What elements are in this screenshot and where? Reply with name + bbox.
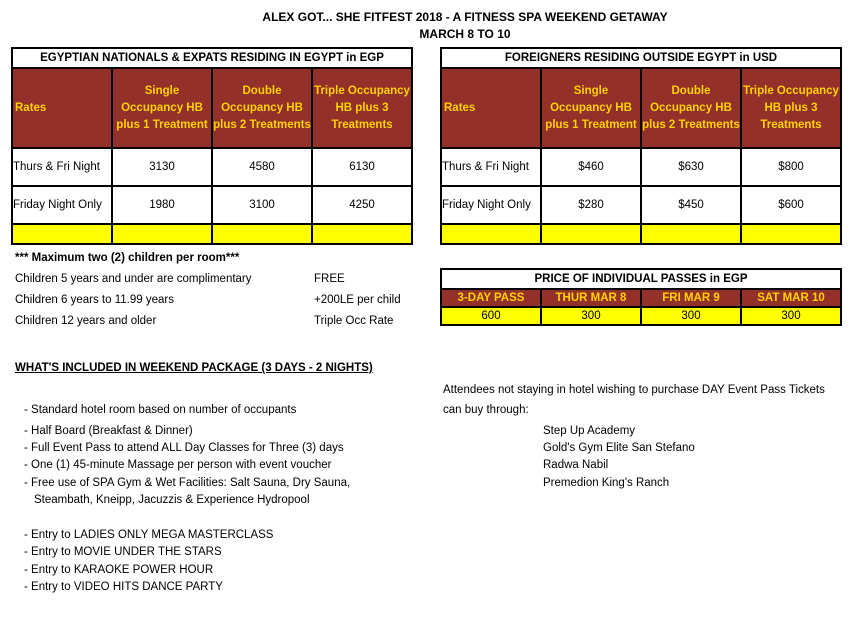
vendor-item: Radwa Nabil [543, 459, 609, 471]
entry-item: - Entry to MOVIE UNDER THE STARS [24, 546, 222, 558]
rate-cell: 3130 [112, 148, 212, 186]
rate-cell: 6130 [312, 148, 412, 186]
rate-cell: $280 [541, 186, 641, 224]
egp-col-triple: Triple Occupancy HB plus 3 Treatments [312, 68, 412, 148]
empty-cell [112, 224, 212, 244]
table-row [441, 148, 841, 186]
table-row [441, 186, 841, 224]
pass-price: 300 [741, 307, 841, 325]
vendor-item: Gold's Gym Elite San Stefano [543, 442, 695, 454]
included-item: - One (1) 45-minute Massage per person with event voucher [24, 459, 332, 471]
included-heading: WHAT'S INCLUDED IN WEEKEND PACKAGE (3 DAYS - 2 NIGHTS) [15, 362, 373, 374]
egp-rates-table [11, 47, 413, 245]
entry-item: - Entry to KARAOKE POWER HOUR [24, 564, 214, 576]
usd-col-single: Single Occupancy HB plus 1 Treatment [541, 68, 641, 148]
rate-cell: $800 [741, 148, 841, 186]
row-label: Friday Night Only [441, 186, 541, 224]
rate-cell: 3100 [212, 186, 312, 224]
included-item: Steambath, Kneipp, Jacuzzis & Experience Hydropool [34, 494, 310, 506]
highlight-row [441, 224, 841, 244]
passes-table [440, 268, 842, 326]
egp-table-heading: EGYPTIAN NATIONALS & EXPATS RESIDING IN EGYPT in EGP [12, 48, 412, 68]
empty-cell [312, 224, 412, 244]
children-label: Children 12 years and older [15, 315, 157, 327]
entry-item: - Entry to LADIES ONLY MEGA MASTERCLASS [24, 529, 274, 541]
included-item: - Full Event Pass to attend ALL Day Classes for Three (3) days [24, 442, 344, 454]
empty-cell [12, 224, 112, 244]
usd-table-heading: FOREIGNERS RESIDING OUTSIDE EGYPT in USD [441, 48, 841, 68]
rate-cell: 4580 [212, 148, 312, 186]
rate-cell: $450 [641, 186, 741, 224]
included-item: - Free use of SPA Gym & Wet Facilities: Salt Sauna, Dry Sauna, [24, 477, 351, 489]
pass-header: 3-DAY PASS [441, 289, 541, 307]
pass-price: 300 [541, 307, 641, 325]
attendees-text: can buy through: [443, 404, 529, 416]
highlight-row [12, 224, 412, 244]
row-label: Friday Night Only [12, 186, 112, 224]
usd-col-triple: Triple Occupancy HB plus 3 Treatments [741, 68, 841, 148]
children-value: Triple Occ Rate [314, 315, 394, 327]
empty-cell [441, 224, 541, 244]
row-label: Thurs & Fri Night [441, 148, 541, 186]
rate-cell: 4250 [312, 186, 412, 224]
rate-cell: $600 [741, 186, 841, 224]
children-value: FREE [314, 273, 345, 285]
children-note: *** Maximum two (2) children per room*** [15, 252, 240, 264]
empty-cell [212, 224, 312, 244]
pass-header: SAT MAR 10 [741, 289, 841, 307]
usd-col-double: Double Occupancy HB plus 2 Treatments [641, 68, 741, 148]
pass-price: 600 [441, 307, 541, 325]
attendees-text: Attendees not staying in hotel wishing to purchase DAY Event Pass Tickets [443, 384, 825, 396]
children-label: Children 5 years and under are complimentary [15, 273, 252, 285]
rate-cell: $630 [641, 148, 741, 186]
egp-col-single: Single Occupancy HB plus 1 Treatment [112, 68, 212, 148]
empty-cell [541, 224, 641, 244]
empty-cell [741, 224, 841, 244]
pass-header: FRI MAR 9 [641, 289, 741, 307]
table-row [12, 186, 412, 224]
row-label: Thurs & Fri Night [12, 148, 112, 186]
empty-cell [641, 224, 741, 244]
usd-col-rates: Rates [441, 68, 541, 148]
included-item: - Standard hotel room based on number of occupants [24, 404, 297, 416]
usd-rates-table [440, 47, 842, 245]
entry-item: - Entry to VIDEO HITS DANCE PARTY [24, 581, 223, 593]
children-label: Children 6 years to 11.99 years [15, 294, 174, 306]
egp-col-rates: Rates [12, 68, 112, 148]
vendor-item: Premedion King's Ranch [543, 477, 670, 489]
included-item: - Half Board (Breakfast & Dinner) [24, 425, 193, 437]
pass-header: THUR MAR 8 [541, 289, 641, 307]
vendor-item: Step Up Academy [543, 425, 636, 437]
egp-col-double: Double Occupancy HB plus 2 Treatments [212, 68, 312, 148]
passes-heading: PRICE OF INDIVIDUAL PASSES in EGP [441, 269, 841, 289]
children-value: +200LE per child [314, 294, 401, 306]
page-title: ALEX GOT... SHE FITFEST 2018 - A FITNESS SPA WEEKEND GETAWAY [262, 10, 668, 24]
rate-cell: 1980 [112, 186, 212, 224]
pass-price: 300 [641, 307, 741, 325]
page-subtitle: MARCH 8 TO 10 [419, 27, 511, 41]
table-row [12, 148, 412, 186]
rate-cell: $460 [541, 148, 641, 186]
